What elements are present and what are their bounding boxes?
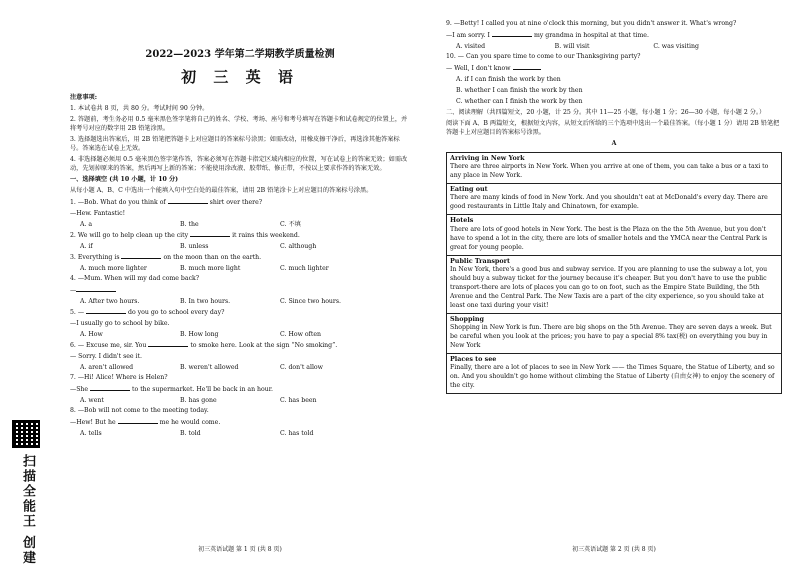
section-body: Finally, there are a lot of places to see in New York —— the Times Square, the Statue of Liberty, and so on. And you shouldn't go home without climbing the Statue of Liberty (自由女神) to enjoy the scenery of the city.: [450, 364, 775, 390]
section-heading: Hotels: [450, 216, 474, 225]
scanner-watermark: [8, 420, 44, 566]
question-stem: 10. — Can you spare time to come to our Thanksgiving party?: [446, 52, 641, 60]
option: C. much lighter: [280, 265, 329, 272]
options-row: [70, 298, 410, 307]
option: C. although: [280, 243, 317, 251]
passage-section: [447, 153, 781, 184]
reading-passage: [446, 152, 782, 394]
option: A. if I can finish the work by then: [456, 75, 561, 83]
exam-title: 2022—2023 学年第二学期教学质量检测: [145, 49, 335, 60]
answer-blank: [86, 308, 126, 314]
page-footer: 初三英语试题 第 1 页 (共 8 页): [198, 546, 282, 554]
option: C. don't allow: [280, 363, 323, 371]
question-stem: 4. —Mum. When will my dad come back?: [70, 274, 200, 282]
section2-instructions: 阅读下面 A、B 两篇短文，根据短文内容，从短文后所给的三个选项中选出一个最佳答案。（每小题 1 分）请用 2B 铅笔把答题卡上对应题目的答案标号涂黑。: [446, 119, 780, 136]
passage-section: [447, 215, 781, 255]
option: B. much more light: [180, 265, 241, 272]
passage-section: [447, 314, 781, 354]
section-heading: Arriving in New York: [450, 153, 525, 162]
question-stem: 2. We will go to help clean up the city it rains this weekend.: [70, 232, 300, 240]
answer-blank: [190, 231, 230, 237]
option: B. weren't allowed: [180, 363, 239, 371]
right-page: [446, 0, 782, 561]
option: B. the: [180, 221, 199, 229]
section-heading: Shopping: [450, 314, 485, 323]
passage-section: [447, 184, 781, 215]
question-line: — Sorry. I didn't see it.: [70, 352, 142, 360]
passage-label: A: [611, 139, 617, 147]
answer-blank: [148, 341, 188, 347]
section-heading: Places to see: [450, 354, 497, 363]
option: B. In two hours.: [180, 297, 231, 305]
option: A. went: [80, 396, 104, 404]
option: B. How long: [180, 330, 219, 338]
answer-blank: [168, 198, 208, 204]
option: B. unless: [180, 243, 209, 251]
note-item: 1. 本试卷共 8 页，共 80 分。考试时间 90 分钟。: [70, 105, 209, 113]
question-list: [70, 198, 410, 439]
option: B. whether I can finish the work by then: [456, 86, 583, 94]
option: A. tells: [80, 429, 102, 437]
section2-heading: 二、阅读理解（共四篇短文，20 小题，计 25 分。其中 11—25 小题，每小题 1 分；26—30 小题，每小题 2 分。）: [446, 108, 766, 116]
question-stem: 9. —Betty! I called you at nine o'clock this morning, but you didn't answer it. What's wrong?: [446, 20, 737, 27]
note-item: 3. 选择题选出答案后，用 2B 铅笔把答题卡上对应题目的答案标号涂黑；如需改动，用橡皮擦干净后，再选涂其他答案标号。答案选在试卷上无效。: [70, 136, 400, 153]
question-stem: 8. —Bob will not come to the meeting today.: [70, 406, 209, 414]
option: B. has gone: [180, 396, 217, 404]
question-line: —I am sorry. I my grandma in hospital at that time.: [446, 31, 649, 39]
question-line: —Hew. Fantastic!: [70, 210, 126, 218]
question-line: —I usually go to school by bike.: [70, 319, 170, 327]
section1-heading: 一、选择填空 (共 10 小题，计 10 分): [70, 176, 179, 184]
passage-section: [447, 354, 781, 393]
options-row: [70, 221, 410, 230]
question-line: —: [70, 286, 410, 296]
question-line: —She to the supermarket. He'll be back in an hour.: [70, 385, 273, 393]
section1-instructions: 从每小题 A、B、C 中选出一个能填入句中空白处的最佳答案，请用 2B 铅笔涂卡上对应题目的答案标号涂黑。: [70, 187, 373, 195]
note-item: 4. 非选择题必须用 0.5 毫米黑色签字笔作答，答案必须写在答题卡指定区域内相应的位置，写在试卷上的答案无效；如需改动，先划掉原来的答案，然后再写上新的答案；不能使用涂改液、胶带纸、修正带，不按以上要求作答的答案无效。: [70, 156, 408, 173]
option: B. told: [180, 429, 201, 437]
option: C. How often: [280, 330, 321, 338]
answer-blank: [121, 253, 161, 259]
passage-section: [447, 256, 781, 314]
options-row: [70, 397, 410, 406]
option: C. Since two hours.: [280, 297, 342, 305]
question-line: — Well, I don't know: [446, 64, 782, 74]
section-body: There are three airports in New York. When you arrive at one of them, you can take a bus or a taxi to any place in New York.: [450, 163, 769, 180]
notes-heading: 注意事项:: [70, 94, 98, 102]
section-body: There are many kinds of food in New York. And you shouldn't eat at McDonald's every day. There are good restaurants in Little Italy and Chinatown, for example.: [450, 194, 768, 211]
section-body: Shopping in New York is fun. There are big shops on the 5th Avenue. They are seven days a week. But be careful when you look at the prices; you have to pay a special 8% tax(税) on everything you buy in New York: [450, 324, 772, 349]
question-stem: 7. —Hi! Alice! Where is Helen?: [70, 373, 168, 381]
option: A. if: [80, 243, 93, 251]
option: A. a: [80, 221, 93, 229]
exam-subject: 初 三 英 语: [181, 67, 299, 86]
section-body: In New York, there's a good bus and subway service. If you are planning to use the subway a lot, you should buy a subway ticket for the journey because it's cheaper. But you don't have to use the public transport-there are lots of places you can go to on foot, such as the Empire State Building, the 5th Avenue and the Central Park. The New Taxis are a part of the city experience, so you should take at least one taxi during your visit!: [450, 265, 768, 309]
option: A. much more lighter: [80, 265, 147, 272]
options-row: A. visited B. will visit C. was visiting: [456, 42, 699, 50]
option: C. has been: [280, 396, 317, 404]
section-body: There are lots of good hotels in New York. The best is the Plaza on the the 5th Avenue, but you don't have to spend a lot in the city, there are lots of smaller hotels and the YMCA near the Central Park is great for young people.: [450, 225, 768, 251]
note-item: 2. 答题前，考生务必用 0.5 毫米黑色签字笔将自己的姓名、学校、考场、座号和考号填写在答题卡和试卷规定的位置上，并将考号对应的数字用 2B 铅笔涂黑。: [70, 116, 408, 133]
qr-code-icon: [12, 420, 40, 448]
left-page: [70, 0, 410, 561]
section-heading: Public Transport: [450, 256, 510, 265]
page-footer: 初三英语试题 第 2 页 (共 8 页): [572, 546, 656, 554]
question-line: —Hew! But he me he would come.: [70, 418, 221, 426]
options-row: [70, 265, 410, 274]
option: A. aren't allowed: [80, 363, 134, 371]
option: C. has told: [280, 429, 314, 437]
options-row: [70, 243, 410, 252]
scanner-text: 扫描全能王 创建: [20, 454, 35, 566]
question-stem: 1. —Bob. What do you think of shirt over there?: [70, 199, 263, 207]
option: A. How: [80, 330, 103, 338]
option: C. whether can I finish the work by then: [456, 97, 583, 105]
options-row: [70, 331, 410, 340]
options-row: [70, 364, 410, 373]
question-stem: 5. — do you go to school every day?: [70, 308, 225, 316]
section-heading: Eating out: [450, 185, 488, 194]
question-stem: 6. — Excuse me, sir. You to smoke here. Look at the sign “No smoking”.: [70, 341, 338, 349]
options-row: [70, 430, 410, 439]
option: A. After two hours.: [80, 297, 140, 305]
question-stem: 3. Everything is on the moon than on the earth.: [70, 254, 262, 262]
option: C. 不填: [280, 221, 301, 229]
